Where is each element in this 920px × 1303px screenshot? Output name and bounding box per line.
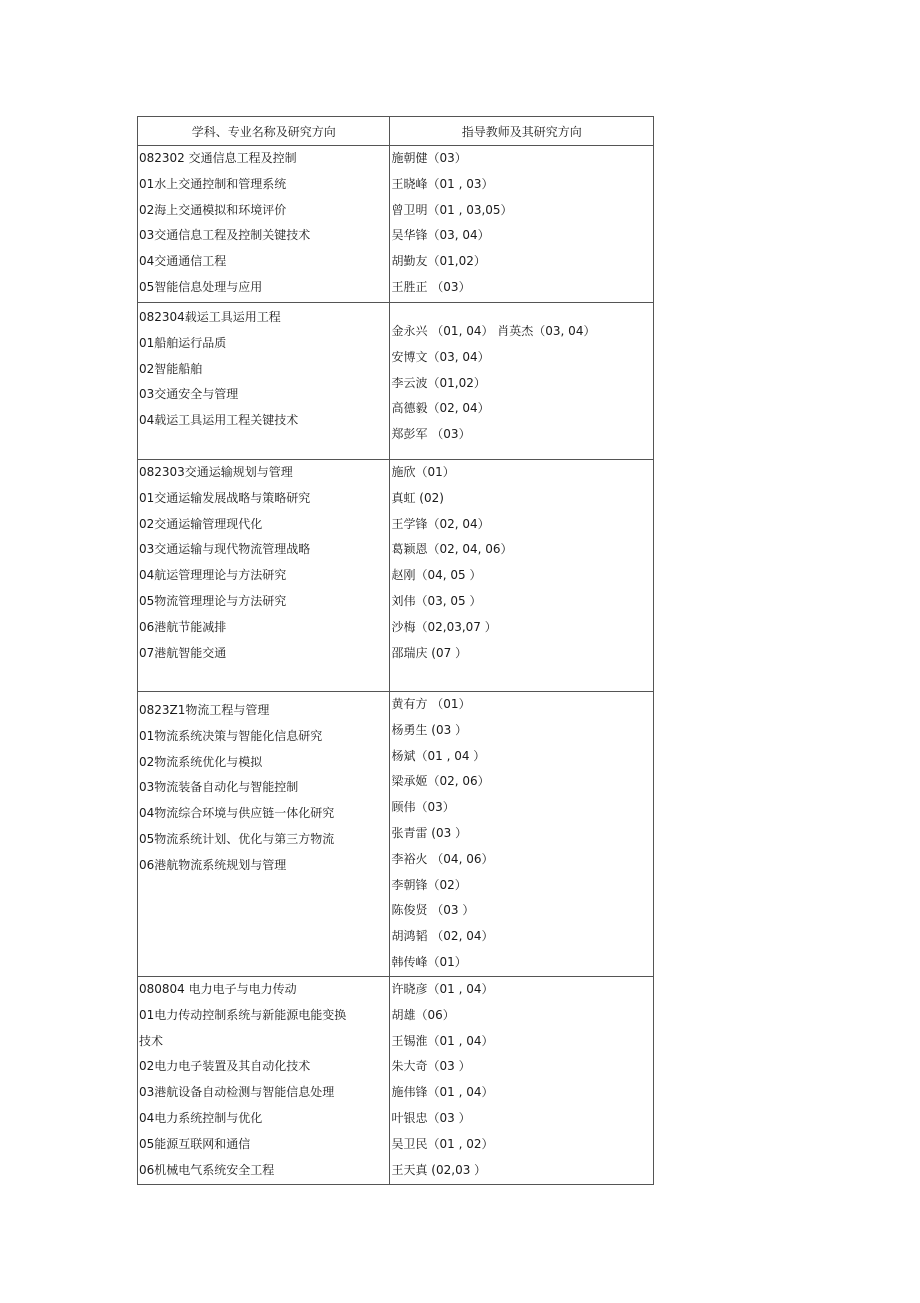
research-direction: 02电力电子装置及其自动化技术: [139, 1059, 311, 1074]
advisor-entry: 安博文（03, 04）: [391, 349, 490, 364]
discipline-title: 082304载运工具运用工程: [139, 310, 281, 324]
advisor-entry: 陈俊贤 （03 ）: [391, 903, 475, 918]
table-body: [138, 146, 654, 1185]
research-direction: 05物流系统计划、优化与第三方物流: [139, 831, 335, 846]
advisor-entry: 王晓峰（01 , 03）: [391, 176, 494, 191]
research-direction: 04航运管理理论与方法研究: [139, 568, 287, 583]
research-direction: 02海上交通模拟和环境评价: [139, 202, 287, 217]
discipline-cell: [138, 460, 390, 692]
research-direction: 06港航物流系统规划与管理: [139, 857, 287, 872]
discipline-title: 080804 电力电子与电力传动: [139, 982, 297, 996]
research-direction: 03物流装备自动化与智能控制: [139, 780, 299, 795]
header-advisors: 指导教师及其研究方向: [390, 117, 654, 146]
advisor-cell: [390, 977, 654, 1185]
research-direction: 04物流综合环境与供应链一体化研究: [139, 806, 335, 821]
research-direction: 01水上交通控制和管理系统: [139, 176, 287, 191]
advisor-entry: 王锡淮（01 , 04）: [391, 1033, 494, 1048]
advisor-entry: 曾卫明（01 , 03,05）: [391, 202, 513, 217]
research-direction: 07港航智能交通: [139, 645, 227, 660]
advisor-entry: 胡勤友（01,02）: [391, 254, 486, 269]
advisor-entry: 高德毅（02, 04）: [391, 401, 490, 416]
research-direction: 05智能信息处理与应用: [139, 279, 263, 294]
table-row: [138, 460, 654, 692]
advisor-cell: [390, 692, 654, 977]
research-direction: 03港航设备自动检测与智能信息处理: [139, 1085, 335, 1100]
advisor-entry: 李裕火 （04, 06）: [391, 851, 494, 866]
discipline-cell: [138, 146, 390, 303]
advisor-entry: 王天真 (02,03 ）: [391, 1162, 487, 1177]
advisor-entry: 吴卫民（01 , 02）: [391, 1136, 494, 1151]
advisor-entry: 李云波（01,02）: [391, 375, 486, 390]
research-direction: 03交通安全与管理: [139, 387, 239, 402]
advisor-entry: 杨斌（01 , 04 ）: [391, 748, 486, 763]
research-direction: 05能源互联网和通信: [139, 1136, 251, 1151]
research-direction: 01电力传动控制系统与新能源电能变换: [139, 1007, 347, 1022]
advisor-entry: 朱大奇（03 ）: [391, 1059, 471, 1074]
research-direction: 04电力系统控制与优化: [139, 1110, 263, 1125]
discipline-cell: [138, 692, 390, 977]
advisor-cell: [390, 303, 654, 460]
research-direction: 02智能船舶: [139, 361, 203, 376]
advisor-entry: 胡雄（06）: [391, 1007, 455, 1022]
research-direction: 02交通运输管理现代化: [139, 516, 263, 531]
advisor-entry: 王学锋（02, 04）: [391, 516, 490, 531]
research-direction: 01船舶运行品质: [139, 335, 227, 350]
research-direction: 06机械电气系统安全工程: [139, 1162, 275, 1177]
advisor-entry: 许晓彦（01 , 04）: [391, 982, 494, 996]
advisor-entry: 吴华锋（03, 04）: [391, 228, 490, 243]
advisor-entry: 杨勇生 (03 ）: [391, 722, 468, 737]
discipline-cell: [138, 977, 390, 1185]
advisor-entry: 施朝健（03）: [391, 151, 467, 165]
advisor-entry: 顾伟（03）: [391, 800, 455, 815]
research-direction: 05物流管理理论与方法研究: [139, 593, 287, 608]
advisor-entry: 李朝锋（02）: [391, 877, 467, 892]
advisor-entry: 赵刚（04, 05 ）: [391, 568, 482, 583]
advisor-entry: 刘伟（03, 05 ）: [391, 593, 482, 608]
research-direction: 04载运工具运用工程关键技术: [139, 413, 299, 428]
program-table: [137, 116, 654, 1185]
advisor-entry: 真虹 (02): [391, 490, 444, 505]
advisor-entry: 郑彭军 （03）: [391, 427, 471, 442]
research-direction: 04交通通信工程: [139, 254, 227, 269]
research-direction: 01交通运输发展战略与策略研究: [139, 490, 311, 505]
header-row: [138, 117, 654, 146]
advisor-entry: 王胜正 （03）: [391, 279, 471, 294]
advisor-entry: 韩传峰（01）: [391, 954, 467, 969]
advisor-entry: 胡鸿韬 （02, 04）: [391, 929, 494, 944]
header-discipline: 学科、专业名称及研究方向: [138, 117, 390, 146]
table-row: [138, 977, 654, 1185]
advisor-entry: 沙梅（02,03,07 ）: [391, 619, 497, 634]
advisor-entry: 施伟锋（01 , 04）: [391, 1085, 494, 1100]
advisor-cell: [390, 146, 654, 303]
advisor-entry: 叶银忠（03 ）: [391, 1110, 471, 1125]
table-row: [138, 692, 654, 977]
advisor-entry: 葛颖恩（02, 04, 06）: [391, 542, 513, 557]
research-direction: 03交通运输与现代物流管理战略: [139, 542, 311, 557]
research-direction: 01物流系统决策与智能化信息研究: [139, 728, 323, 743]
advisor-entry: 施欣（01）: [391, 465, 455, 479]
discipline-title: 082303交通运输规划与管理: [139, 465, 293, 479]
advisor-entry: 张青雷 (03 ）: [391, 825, 468, 840]
discipline-title: 082302 交通信息工程及控制: [139, 151, 297, 165]
advisor-entry: 邵瑞庆 (07 ）: [391, 645, 468, 660]
research-direction: 06港航节能减排: [139, 619, 227, 634]
discipline-title: 0823Z1物流工程与管理: [139, 703, 270, 717]
table-row: [138, 146, 654, 303]
research-direction: 技术: [139, 1033, 164, 1048]
research-direction: 02物流系统优化与模拟: [139, 754, 263, 769]
table-row: [138, 303, 654, 460]
research-direction: 03交通信息工程及控制关键技术: [139, 228, 311, 243]
discipline-cell: [138, 303, 390, 460]
advisor-entry: 金永兴 （01, 04） 肖英杰（03, 04）: [391, 324, 596, 338]
advisor-entry: 黄有方 （01）: [391, 697, 471, 711]
advisor-cell: [390, 460, 654, 692]
advisor-entry: 梁承姬（02, 06）: [391, 774, 490, 789]
